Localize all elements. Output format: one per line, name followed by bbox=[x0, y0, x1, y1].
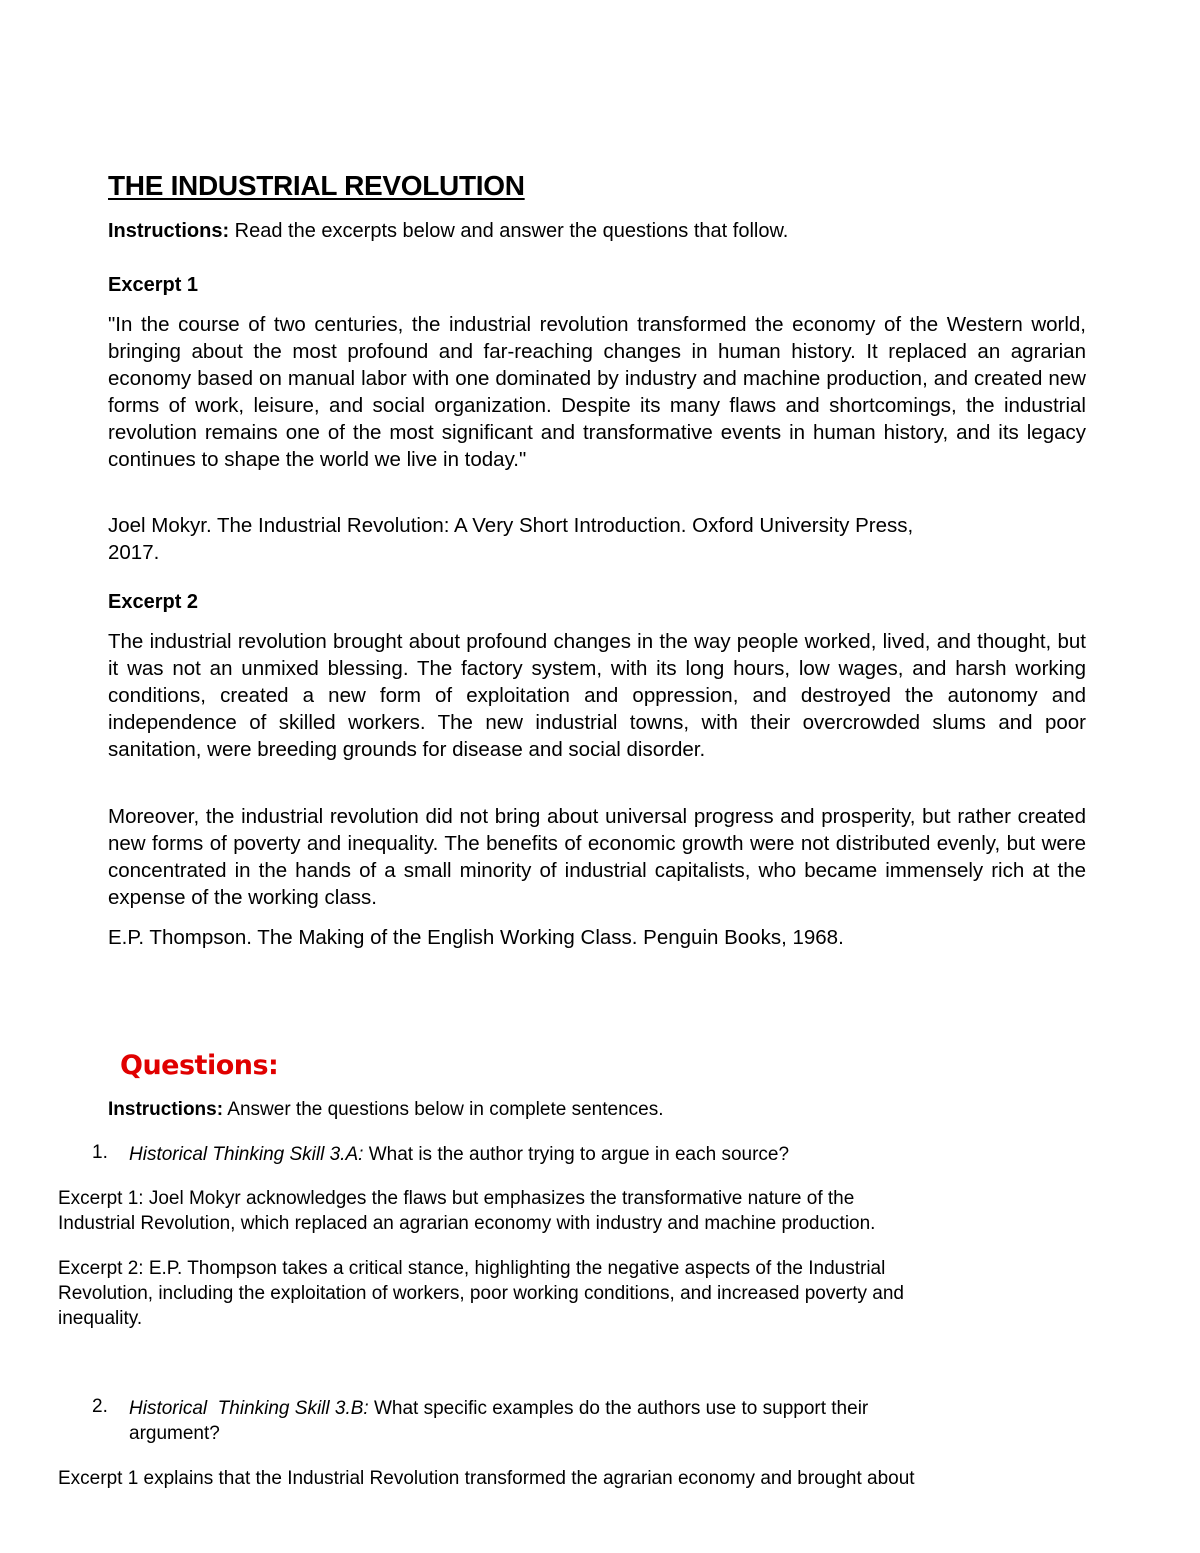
questions-instructions-line bbox=[108, 1097, 664, 1122]
answer1-excerpt1-line2: Industrial Revolution, which replaced an agrarian economy with industry and machine production. bbox=[58, 1213, 876, 1234]
question2-number: 2. bbox=[92, 1396, 108, 1417]
answer1-excerpt2-line3: inequality. bbox=[58, 1308, 143, 1329]
instructions-text: Read the excerpts below and answer the questions that follow. bbox=[229, 220, 789, 242]
answer1-excerpt2-line2: Revolution, including the exploitation of workers, poor working conditions, and increased poverty and bbox=[58, 1283, 904, 1304]
answer1-excerpt2-line1: Excerpt 2: E.P. Thompson takes a critical stance, highlighting the negative aspects of the Industrial bbox=[58, 1258, 886, 1279]
questions-instructions-label: Instructions: bbox=[108, 1099, 224, 1120]
answer1-excerpt1-line1: Excerpt 1: Joel Mokyr acknowledges the flaws but emphasizes the transformative nature of the bbox=[58, 1188, 855, 1209]
excerpt1-text: "In the course of two centuries, the industrial revolution transformed the economy of the Western world, bringing about the most profound and far-reaching changes in human history. It replaced an agrarian economy based on manual labor with one dominated by industry and machine production, and created new forms of work, leisure, and social organization. Despite its many flaws and shortcomings, the industrial revolution remains one of the most significant and transformative events in human history, and its legacy continues to shape the world we live in today." bbox=[108, 313, 1086, 471]
question2-skill: Historical Thinking Skill 3.B: bbox=[129, 1398, 369, 1419]
question1-skill: Historical Thinking Skill 3.A: bbox=[129, 1144, 364, 1165]
excerpt2-heading: Excerpt 2 bbox=[108, 591, 199, 613]
questions-heading: Questions: bbox=[120, 1050, 279, 1081]
question2-line1 bbox=[129, 1396, 868, 1421]
excerpt1-heading: Excerpt 1 bbox=[108, 274, 199, 296]
instructions-line bbox=[108, 218, 788, 245]
instructions-label: Instructions: bbox=[108, 220, 230, 242]
excerpt1-citation-line2: 2017. bbox=[108, 541, 160, 564]
excerpt2-paragraph2: Moreover, the industrial revolution did not bring about universal progress and prosperity, but rather created new forms of poverty and inequality. The benefits of economic growth were not distributed evenly, but were concentrated in the hands of a small minority of industrial capitalists, who became immensely rich at the expense of the working class. bbox=[108, 805, 1086, 909]
answer2-line1: Excerpt 1 explains that the Industrial Revolution transformed the agrarian economy and brought about bbox=[58, 1468, 915, 1489]
excerpt1-citation-line1: Joel Mokyr. The Industrial Revolution: A Very Short Introduction. Oxford University Press, bbox=[108, 514, 914, 537]
excerpt2-citation: E.P. Thompson. The Making of the English Working Class. Penguin Books, 1968. bbox=[108, 926, 844, 949]
question1-line bbox=[129, 1142, 789, 1167]
document-title: THE INDUSTRIAL REVOLUTION bbox=[108, 170, 525, 201]
question2-line2: argument? bbox=[129, 1423, 220, 1444]
question1-text: What is the author trying to argue in each source? bbox=[363, 1144, 790, 1165]
question1-number: 1. bbox=[92, 1142, 108, 1163]
excerpt2-paragraph1: The industrial revolution brought about profound changes in the way people worked, lived, and thought, but it was not an unmixed blessing. The factory system, with its long hours, low wages, and harsh working conditions, created a new form of exploitation and oppression, and destroyed the autonomy and independence of skilled workers. The new industrial towns, with their overcrowded slums and poor sanitation, were breeding grounds for disease and social disorder. bbox=[108, 630, 1086, 761]
question2-text: What specific examples do the authors use to support their bbox=[368, 1398, 869, 1419]
questions-instructions-text: Answer the questions below in complete sentences. bbox=[223, 1099, 664, 1120]
